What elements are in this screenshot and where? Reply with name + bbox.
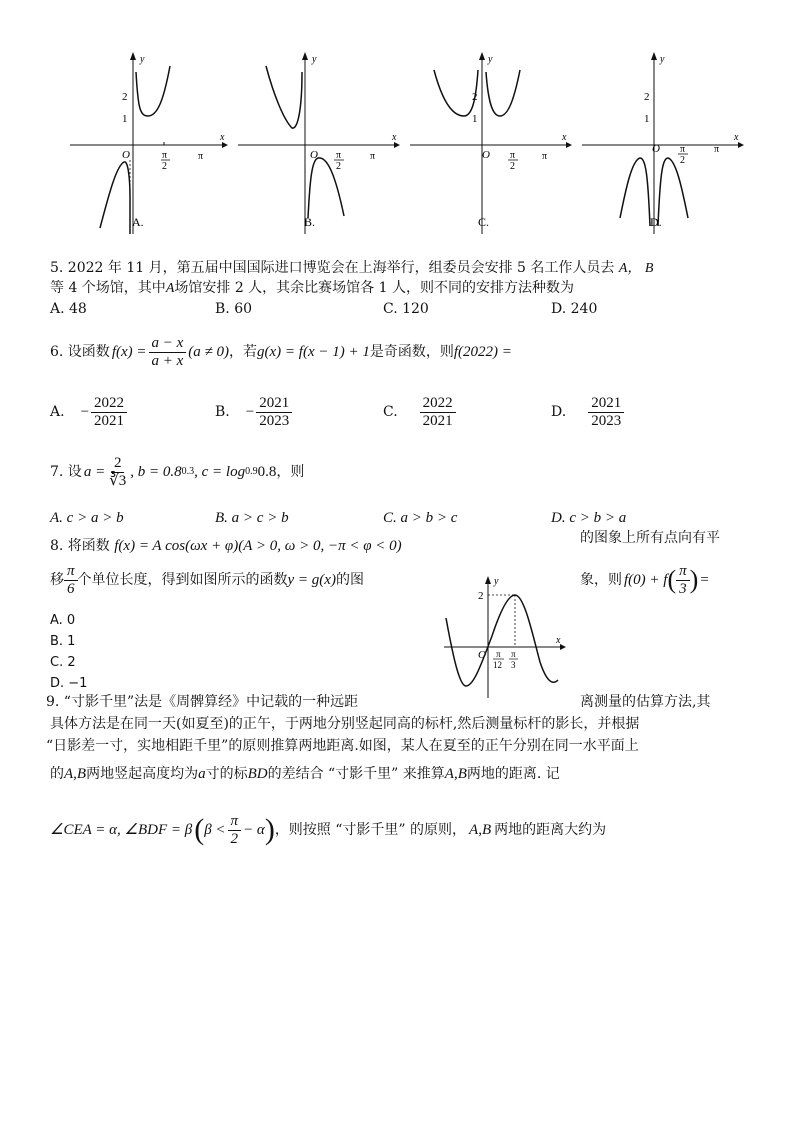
q6-option-b: B. − $\frac{2021}{2023}$: [215, 392, 292, 432]
svg-text:π: π: [680, 144, 686, 155]
q9-line5: ∠CEA = α, ∠BDF = β ( β < $\frac{\pi}{2}$ − α ) ，则按照 “寸影千里” 的原则， A,B 两地的距离大约为: [50, 812, 607, 847]
graph-c-ytick-2: 2: [472, 91, 478, 103]
graph-b: [232, 48, 402, 238]
graph-d: [576, 48, 746, 238]
graph-b-xtick-pi: π: [370, 151, 376, 162]
q7-option-c: C. a > b > c: [383, 510, 458, 526]
graph-a-ytick-2: 2: [122, 91, 128, 103]
graph-d-y-label: y: [660, 54, 665, 65]
q8-line1-tail: 的图象上所有点向有平: [580, 530, 720, 546]
q5-option-d: D. 240: [551, 301, 598, 317]
graph-a-xtick-pi: π: [198, 151, 204, 162]
graph-a: [60, 48, 230, 238]
graph-b-label: B.: [304, 215, 316, 229]
q8-option-b: B. 1: [50, 634, 76, 649]
graph-d-origin: O: [652, 143, 660, 155]
graph-d-xtick-pi: π: [714, 144, 720, 155]
svg-text:2: 2: [510, 161, 515, 172]
graph-a-curve-upper: [136, 66, 170, 116]
q8-graph-origin: O: [478, 649, 486, 661]
graph-a-origin: O: [122, 149, 130, 161]
q8-graph: [440, 572, 570, 700]
q8-graph-y-label: y: [494, 576, 499, 587]
svg-text:π: π: [510, 150, 516, 161]
q5-option-c: C. 120: [383, 301, 429, 317]
svg-text:π: π: [511, 649, 516, 659]
q5-line1: [50, 258, 653, 279]
q5-option-a: A. 48: [50, 301, 87, 317]
svg-text:2: 2: [680, 155, 685, 166]
graph-d-ytick-2: 2: [644, 91, 650, 103]
svg-text:2: 2: [336, 161, 341, 172]
graph-d-curve-right: [658, 158, 688, 226]
svg-text:3: 3: [511, 660, 516, 670]
graph-c-xtick-pi: π: [542, 151, 548, 162]
q8-sine-curve: [446, 595, 558, 686]
q6-option-c: C. $\frac{2022}{2021}$: [383, 392, 456, 432]
graph-a-label: A.: [132, 215, 144, 229]
graph-a-curve-lower: [100, 162, 130, 234]
q7-stem: 7. 设 a = $\frac{2}{∛3}$ , b = 0.8 0.3 , c = log 0.9 0.8 ，则: [50, 454, 305, 489]
svg-text:π: π: [496, 649, 501, 659]
q9-line1a: 9. “寸影千里”法是《周髀算经》中记载的一种远距: [46, 694, 359, 710]
q7-option-b: B. a > c > b: [215, 510, 289, 526]
svg-text:2: 2: [162, 161, 167, 172]
q5-text-1: 5. 2022 年 11 月，第五届中国国际进口博览会在上海举行，组委员会安排 5 名工作人员去: [50, 260, 615, 276]
svg-text:12: 12: [493, 660, 502, 670]
q8-graph-x-label: x: [556, 635, 561, 646]
graph-d-label: D.: [650, 215, 662, 229]
q9-line3: “日影差一寸，实地相距千里”的原则推算两地距离.如图，某人在夏至的正午分别在同一水平面上: [46, 738, 639, 754]
q8-option-a: A. 0: [50, 613, 76, 628]
graph-c-curve-right: [486, 70, 520, 116]
q5-vars: A， B: [618, 261, 654, 276]
graph-c: [404, 48, 574, 238]
graph-d-ytick-1: 1: [644, 113, 650, 125]
q8-graph-ytick: 2: [478, 590, 484, 602]
q6-fraction: $\frac{a - x}{a + x}$: [149, 335, 187, 370]
graph-d-x-label: x: [734, 132, 739, 143]
graph-c-y-label: y: [488, 54, 493, 65]
graph-b-origin: O: [310, 149, 318, 161]
q8-line2-tail: 象，则 f(0) + f ( $\frac{\pi}{3}$ ) =: [580, 562, 709, 597]
svg-text:π: π: [162, 150, 168, 161]
q8-line1: 8. 将函数 f(x) = A cos(ωx + φ)(A > 0, ω > 0, −π < φ < 0): [50, 538, 402, 554]
q8-line2: 移 $\frac{\pi}{6}$ 个单位长度，得到如图所示的函数 y = g(x) 的图: [50, 562, 364, 597]
q9-line1b: 离测量的估算方法,其: [580, 694, 711, 710]
graph-c-label: C.: [478, 215, 490, 229]
q6-option-d: D. $\frac{2021}{2023}$: [551, 392, 624, 432]
graph-c-origin: O: [482, 149, 490, 161]
graph-d-curve-left: [620, 158, 650, 226]
graph-b-x-label: x: [392, 132, 397, 143]
svg-text:π: π: [336, 150, 342, 161]
graph-c-x-label: x: [562, 132, 567, 143]
graph-b-curve-upper: [266, 66, 302, 128]
graph-a-x-label: x: [220, 132, 225, 143]
graph-b-y-label: y: [312, 54, 317, 65]
q8-option-c: C. 2: [50, 655, 76, 670]
q6-option-a: A. − $\frac{2022}{2021}$: [50, 392, 127, 432]
q9-line2: 具体方法是在同一天(如夏至)的正午，于两地分别竖起同高的标杆,然后测量标杆的影长，并根据: [50, 716, 640, 732]
q7-option-d: D. c > b > a: [551, 510, 627, 526]
graph-a-ytick-1: 1: [122, 113, 128, 125]
graph-c-ytick-1: 1: [472, 113, 478, 125]
q7-option-a: A. c > a > b: [50, 510, 124, 526]
q8-option-d: D. −1: [50, 676, 88, 691]
q5-line2: 等 4 个场馆，其中A场馆安排 2 人，其余比赛场馆各 1 人，则不同的安排方法种数为: [50, 280, 574, 296]
graph-options: [0, 0, 794, 240]
q5-option-b: B. 60: [215, 301, 253, 317]
graph-a-y-label: y: [140, 54, 145, 65]
q9-line4: 的A,B两地竖起高度均为a寸的标BD的差结合 “寸影千里” 来推算A,B两地的距离. 记: [50, 766, 560, 782]
q6-stem: 6. 设函数 f(x) = $\frac{a - x}{a + x}$ (a ≠ 0) ，若 g(x) = f(x − 1) + 1 是奇函数，则 f(2022) =: [50, 334, 512, 369]
